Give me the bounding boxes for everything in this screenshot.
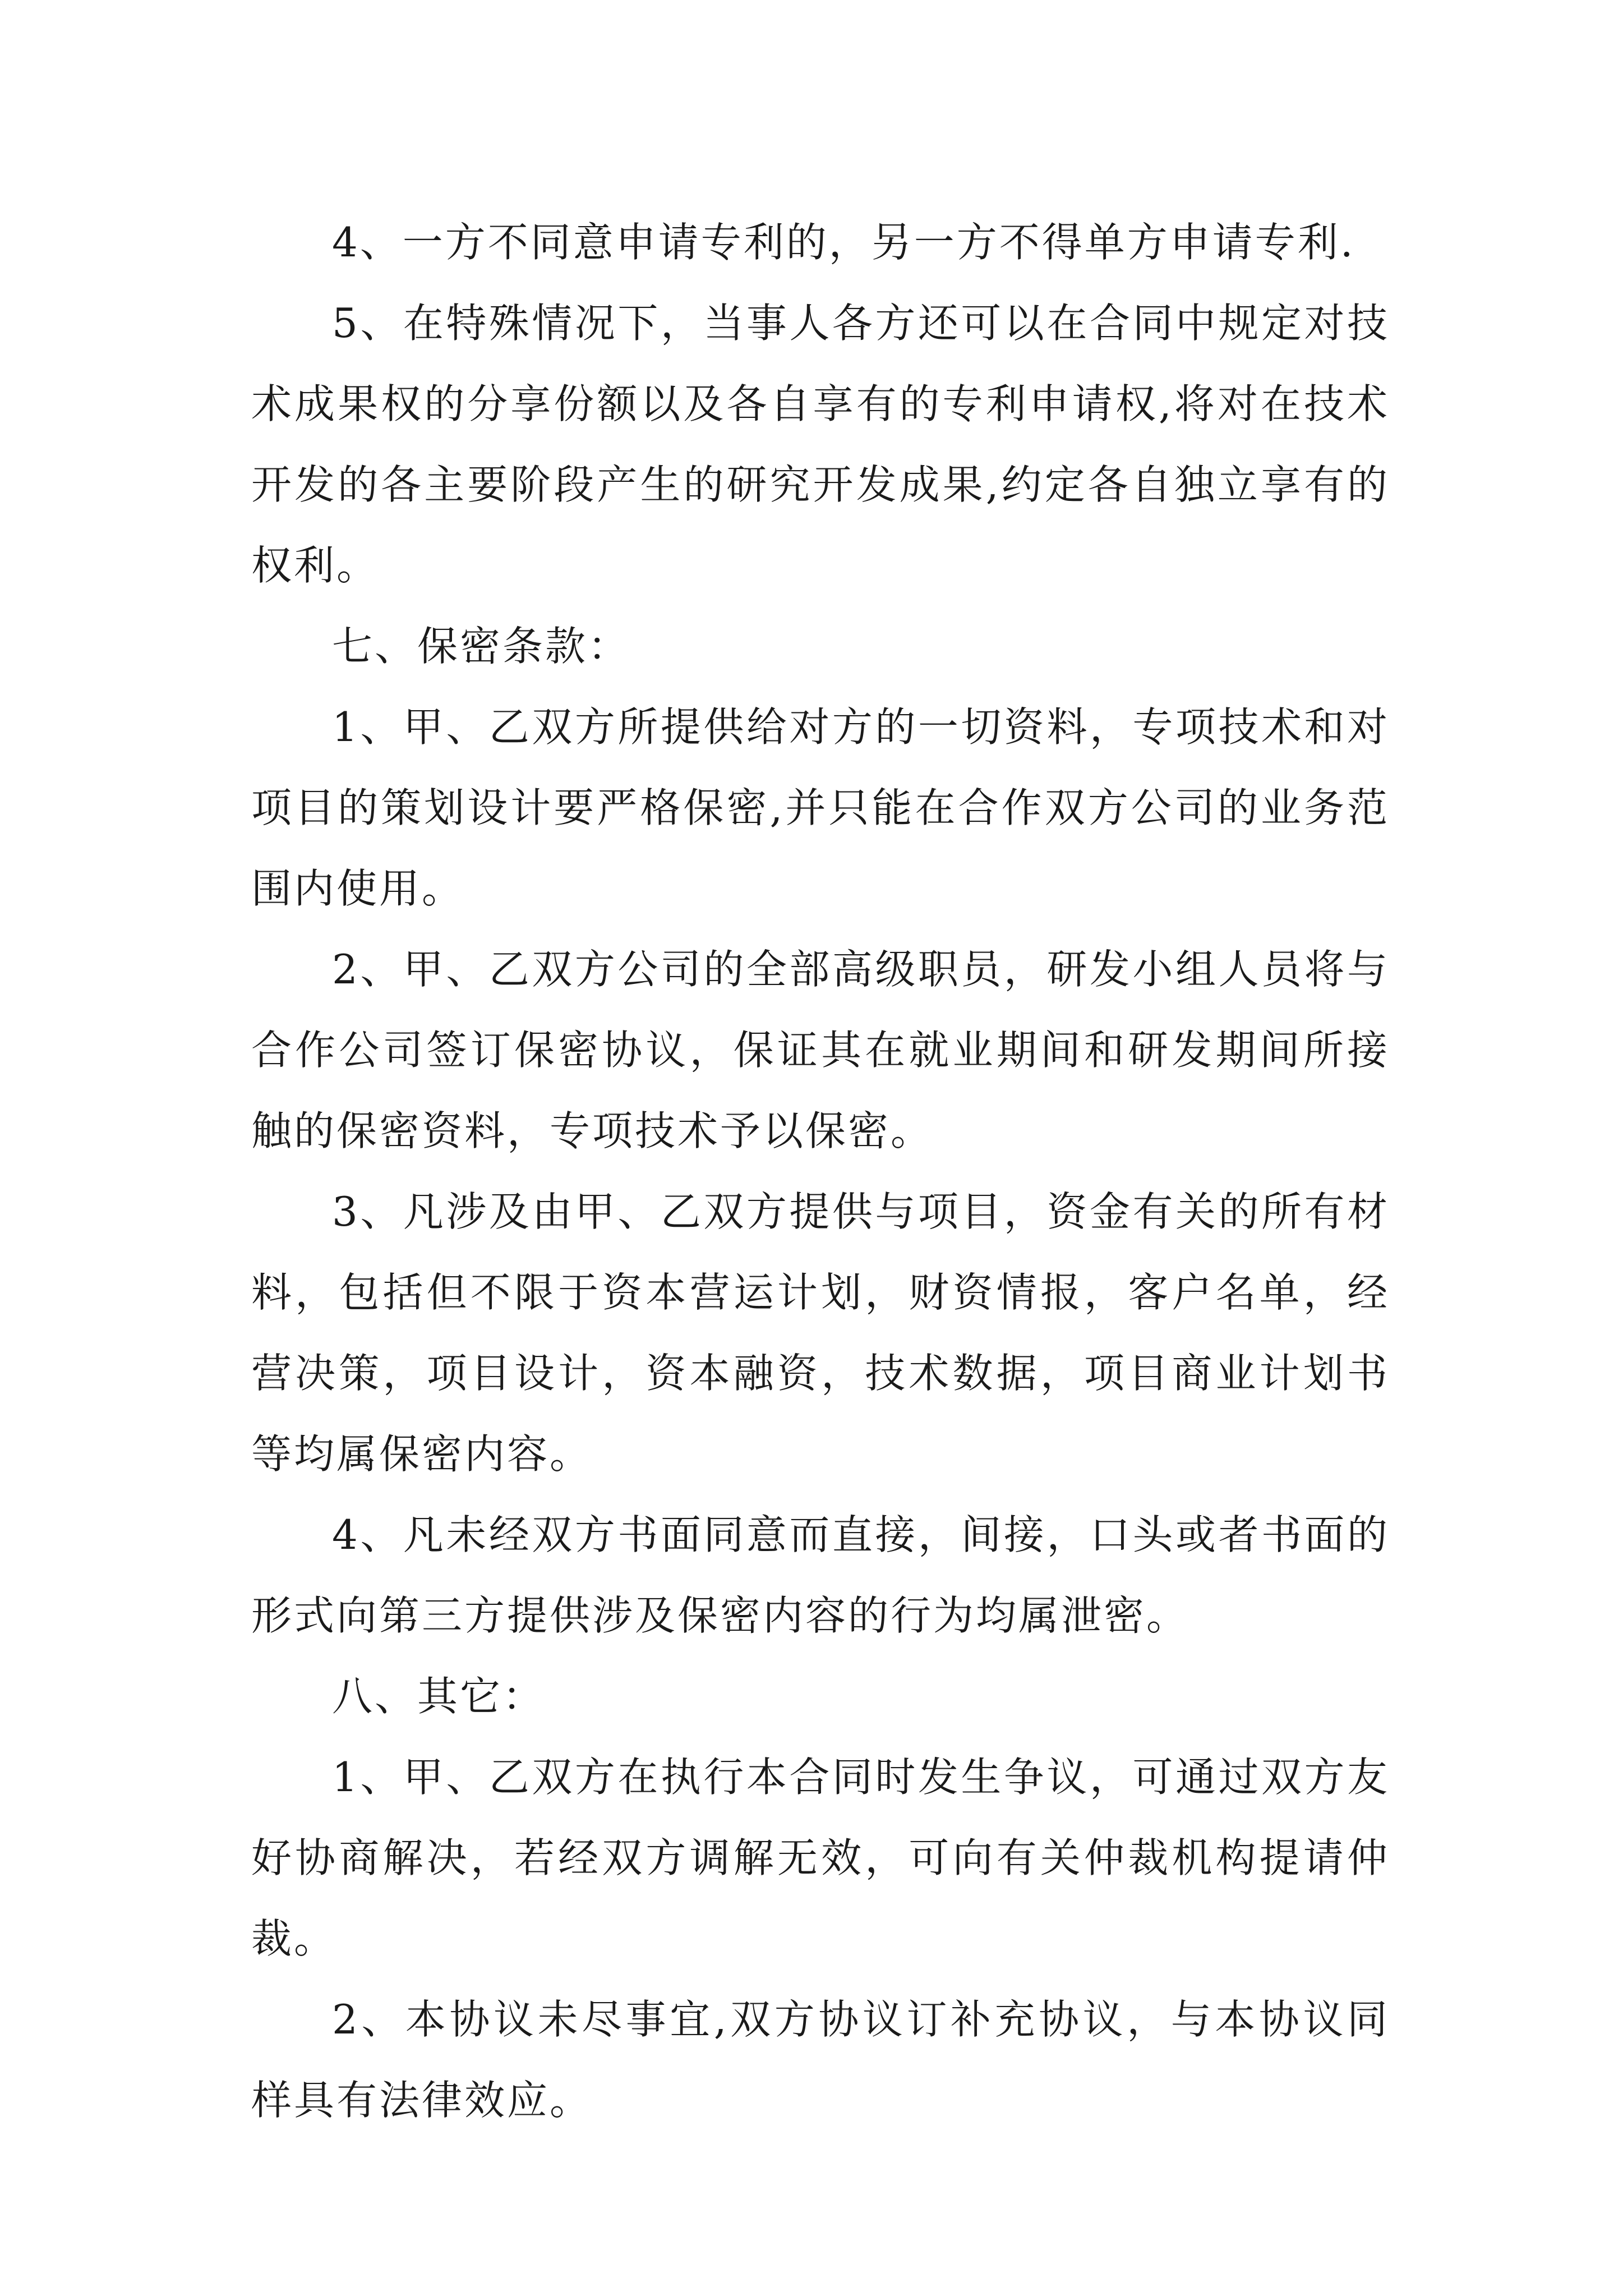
confidentiality-clause-4: 4、凡未经双方书面同意而直接，间接，口头或者书面的形式向第三方提供涉及保密内容的行为均属泄密。	[251, 1511, 1390, 1639]
other-clause-2: 2、本协议未尽事宜,双方协议订补充协议，与本协议同样具有法律效应。	[251, 1996, 1390, 2124]
other-clause-1: 1、甲、乙双方在执行本合同时发生争议，可通过双方友好协商解决，若经双方调解无效，可向有关仲裁机构提请仲裁。	[251, 1754, 1390, 1962]
confidentiality-clause-1: 1、甲、乙双方所提供给对方的一切资料，专项技术和对项目的策划设计要严格保密,并只能在合作双方公司的业务范围内使用。	[251, 703, 1390, 912]
section-heading-confidentiality: 七、保密条款：	[332, 623, 631, 670]
section-heading-other: 八、其它：	[332, 1673, 546, 1720]
clause-4-patent-consent: 4、一方不同意申请专利的，另一方不得单方申请专利.	[332, 219, 1355, 266]
confidentiality-clause-2: 2、甲、乙双方公司的全部高级职员，研发小组人员将与合作公司签订保密协议，保证其在就业期间和研发期间所接触的保密资料，专项技术予以保密。	[251, 946, 1390, 1154]
document-body	[251, 202, 1390, 2141]
clause-5-special-circumstances: 5、在特殊情况下，当事人各方还可以在合同中规定对技术成果权的分享份额以及各自享有的专利申请权,将对在技术开发的各主要阶段产生的研究开发成果,约定各自独立享有的权利。	[251, 300, 1390, 589]
confidentiality-clause-3: 3、凡涉及由甲、乙双方提供与项目，资金有关的所有材料，包括但不限于资本营运计划，财资情报，客户名单，经营决策，项目设计，资本融资，技术数据，项目商业计划书等均属保密内容。	[251, 1188, 1390, 1478]
